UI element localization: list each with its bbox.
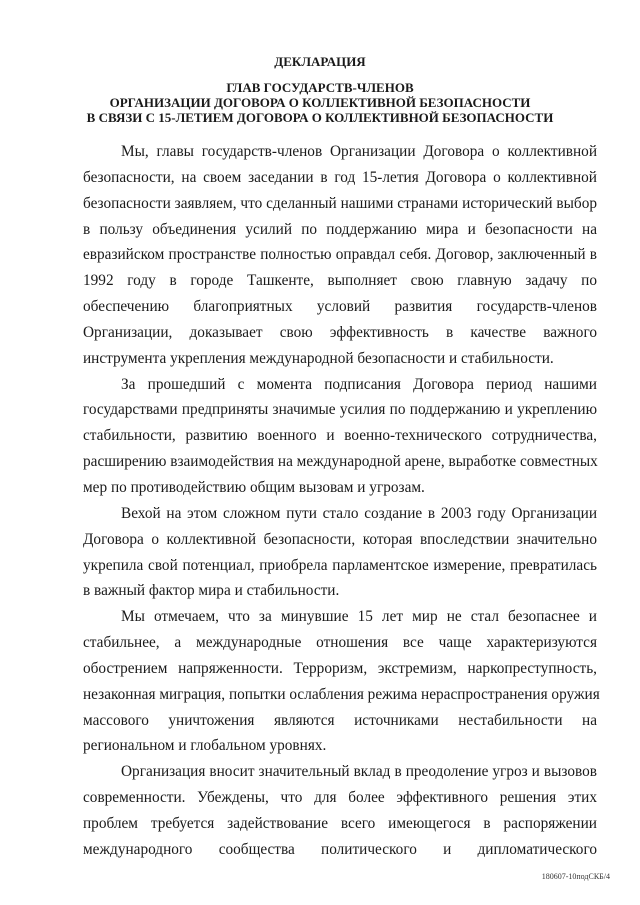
text-line: расширению взаимодействия на международной арене, выработке совместных: [83, 453, 598, 471]
text-line: в важный фактор мира и стабильности.: [83, 582, 340, 600]
text-line: стабильнее, а международные отношения все чаще характеризуются: [83, 634, 597, 652]
text-line: массового уничтожения являются источниками нестабильности на: [83, 711, 597, 729]
paragraph: [83, 372, 597, 501]
text-line: в пользу объединения усилий по поддержанию мира и безопасности на: [83, 220, 597, 238]
text-line: обострением напряженности. Терроризм, экстремизм, наркопреступность,: [83, 659, 597, 677]
text-line: 1992 году в городе Ташкенте, выполняет свою главную задачу по: [83, 272, 597, 290]
text-line: незаконная миграция, попытки ослабления режима нераспространения оружия: [83, 685, 600, 703]
subtitle-line: ОРГАНИЗАЦИИ ДОГОВОРА О КОЛЛЕКТИВНОЙ БЕЗОПАСНОСТИ: [109, 95, 531, 110]
paragraph: [83, 139, 597, 372]
text-line: современности. Убеждены, что для более эффективного решения этих: [83, 789, 597, 807]
text-line: инструмента укрепления международной безопасности и стабильности.: [83, 349, 554, 367]
subtitle-line: В СВЯЗИ С 15-ЛЕТИЕМ ДОГОВОРА О КОЛЛЕКТИВНОЙ БЕЗОПАСНОСТИ: [86, 110, 554, 125]
subtitle-line: ГЛАВ ГОСУДАРСТВ-ЧЛЕНОВ: [226, 80, 414, 95]
text-line: укрепила свой потенциал, приобрела парламентское измерение, превратилась: [83, 556, 597, 574]
text-line: За прошедший с момента подписания Договора период нашими: [121, 375, 597, 393]
text-line: безопасности заявляем, что сделанный нашими странами исторический выбор: [83, 194, 597, 212]
text-line: Организация вносит значительный вклад в преодоление угроз и вызовов: [121, 763, 597, 781]
text-line: стабильности, развитию военного и военно-технического сотрудничества,: [83, 427, 597, 445]
text-line: Договора о коллективной безопасности, которая впоследствии значительно: [83, 530, 597, 548]
document-body: [83, 139, 600, 863]
text-line: безопасности, на своем заседании в год 15-летия Договора о коллективной: [83, 168, 597, 186]
text-line: проблем требуется задействование всего имеющегося в распоряжении: [83, 814, 597, 832]
text-line: региональном и глобальном уровнях.: [83, 737, 327, 755]
text-line: Вехой на этом сложном пути стало создание в 2003 году Организации: [121, 504, 597, 522]
text-line: государствами предприняты значимые усилия по поддержанию и укреплению: [83, 401, 597, 419]
text-line: Мы, главы государств-членов Организации Договора о коллективной: [121, 143, 597, 160]
text-line: евразийском пространстве полностью оправдал себя. Договор, заключенный в: [83, 246, 597, 264]
text-line: Мы отмечаем, что за минувшие 15 лет мир не стал безопаснее и: [121, 608, 597, 626]
paragraph: [83, 501, 597, 604]
text-line: Организации, доказывает свою эффективность в качестве важного: [83, 323, 597, 341]
paragraph: [83, 759, 597, 862]
text-line: мер по противодействию общим вызовам и угрозам.: [83, 478, 425, 496]
document-subtitle: [0, 80, 640, 125]
footer-code: 180607-10подСКБ/4: [541, 872, 610, 881]
text-line: обеспечению благоприятных условий развития государств-членов: [83, 298, 597, 316]
text-line: международного сообщества политического и дипломатического: [83, 840, 597, 858]
document-title: ДЕКЛАРАЦИЯ: [274, 54, 366, 69]
paragraph: [83, 604, 600, 759]
